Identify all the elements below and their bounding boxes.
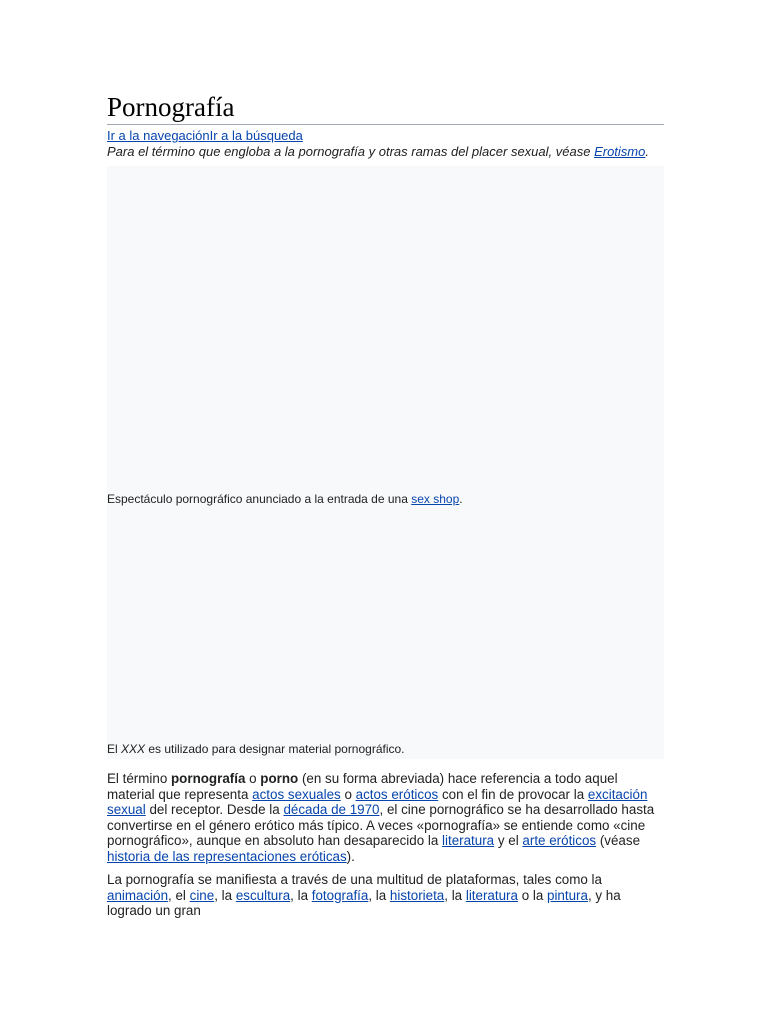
figure-caption (107, 742, 405, 756)
jump-to-navigation-link[interactable]: Ir a la navegación (107, 128, 210, 143)
caption-text: Espectáculo pornográfico anunciado a la entrada de una (107, 492, 412, 506)
escultura-link[interactable]: escultura (235, 887, 291, 903)
excitacion-sexual-link[interactable]: excitación sexual (107, 786, 648, 817)
erotismo-link[interactable]: Erotismo (594, 144, 646, 159)
figures-container (107, 166, 664, 759)
historieta-link[interactable]: historieta (389, 887, 445, 903)
bold-term: porno (260, 771, 299, 786)
hatnote (107, 144, 664, 160)
page-title: Pornografía (107, 90, 664, 125)
figure-caption (107, 492, 463, 506)
jump-links (107, 128, 664, 144)
animacion-link[interactable]: animación (107, 887, 169, 903)
caption-text-end: es utilizado para designar material pornográfico. (145, 742, 405, 756)
literatura-link[interactable]: literatura (442, 833, 495, 848)
caption-emphasis: XXX (121, 742, 146, 756)
bold-term: pornografía (171, 771, 246, 786)
jump-to-search-link[interactable]: Ir a la búsqueda (209, 128, 303, 143)
figure-xxx (107, 514, 664, 758)
caption-text: El (107, 742, 122, 756)
literatura-link-2[interactable]: literatura (465, 887, 518, 903)
caption-text-end: . (459, 492, 463, 506)
paragraph-intro: El término pornografía o porno (en su forma abreviada) hace referencia a todo aquel material que representa actos sexuales o actos eróticos con el fin de provocar la excitación sexual del receptor. Desde la década de 1970, el cine pornográfico se ha desarrollado hasta convertirse en el género erótico más típico. A veces «pornografía» se entiende como «cine pornográfico», aunque en absoluto han desaparecido la literatura y el arte eróticos (véase historia de las representaciones eróticas). (107, 771, 655, 864)
figure-sex-shop (107, 166, 664, 508)
historia-representaciones-link[interactable]: historia de las representaciones eróticas (107, 848, 347, 864)
sex-shop-link[interactable]: sex shop (411, 492, 460, 506)
article (107, 90, 664, 919)
hatnote-text: Para el término que engloba a la pornografía y otras ramas del placer sexual, véase (107, 144, 595, 159)
hatnote-end: . (645, 144, 649, 159)
fotografia-link[interactable]: fotografía (311, 887, 369, 903)
decada-1970-link[interactable]: década de 1970 (283, 802, 380, 817)
cine-link[interactable]: cine (189, 887, 215, 903)
actos-eroticos-link[interactable]: actos eróticos (355, 786, 439, 802)
actos-sexuales-link[interactable]: actos sexuales (252, 786, 341, 802)
arte-eroticos-link[interactable]: arte eróticos (522, 833, 597, 848)
paragraph-platforms: La pornografía se manifiesta a través de una multitud de plataformas, tales como la animación, el cine, la escultura, la fotografía, la historieta, la literatura o la pintura, y ha logrado un gran (107, 872, 621, 918)
pintura-link[interactable]: pintura (547, 887, 588, 903)
